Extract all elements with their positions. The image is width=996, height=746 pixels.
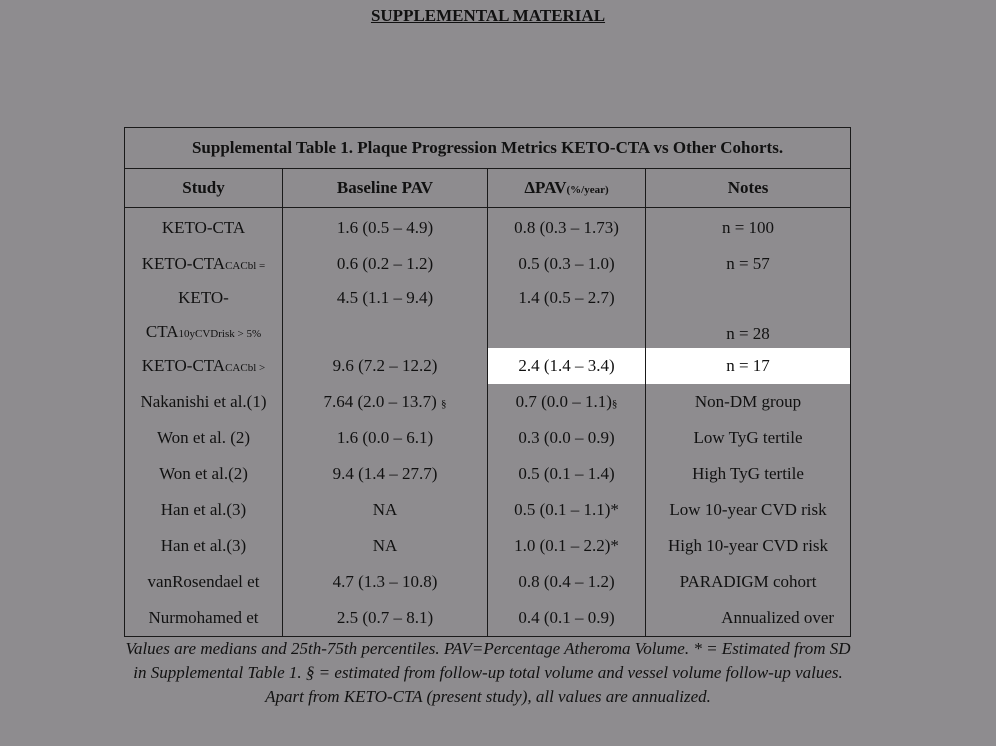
cell-study: Nakanishi et al.(1) [125,384,283,420]
table-row [125,492,851,528]
cell-delta: 0.5 (0.3 – 1.0) [488,246,646,282]
table-row [125,282,851,348]
cell-baseline: 7.64 (2.0 – 13.7) § [283,384,488,420]
cell-study: KETO-CTACACbl = [125,246,283,282]
table-row [125,456,851,492]
cell-delta: 0.8 (0.4 – 1.2) [488,564,646,600]
table-footnote: Values are medians and 25th-75th percentiles. PAV=Percentage Atheroma Volume. * = Estimated from SD in Supplemental Table 1. § = estimated from follow-up total volume and vessel volume follow-up values. Apart from KETO-CTA (present study), all values are annualized. [125,639,851,706]
cell-baseline: 9.6 (7.2 – 12.2) [283,348,488,384]
cell-delta-highlighted: 2.4 (1.4 – 3.4) [488,348,646,384]
cell-notes-highlighted: n = 17 [646,348,851,384]
table-row [125,600,851,637]
cell-delta: 0.3 (0.0 – 0.9) [488,420,646,456]
cell-delta: 0.5 (0.1 – 1.4) [488,456,646,492]
cell-notes: High 10-year CVD risk [646,528,851,564]
cell-notes: Low TyG tertile [646,420,851,456]
cell-notes: Annualized over [646,600,851,637]
cell-study: Han et al.(3) [125,528,283,564]
cell-delta: 0.8 (0.3 – 1.73) [488,208,646,247]
cell-study: KETO-CTACACbl > [125,348,283,384]
header-delta: ΔPAV(%/year) [488,169,646,208]
cell-baseline: 4.5 (1.1 – 9.4) [283,282,488,348]
cell-notes: n = 100 [646,208,851,247]
cell-baseline: NA [283,528,488,564]
cell-baseline: 1.6 (0.5 – 4.9) [283,208,488,247]
cell-baseline: 1.6 (0.0 – 6.1) [283,420,488,456]
cell-study: Han et al.(3) [125,492,283,528]
cell-study: KETO-CTA [125,208,283,247]
table-row [125,564,851,600]
cell-notes: n = 28 [646,282,851,348]
cell-notes: Low 10-year CVD risk [646,492,851,528]
header-notes: Notes [646,169,851,208]
cell-notes: n = 57 [646,246,851,282]
cell-delta: 0.7 (0.0 – 1.1)§ [488,384,646,420]
table-caption: Supplemental Table 1. Plaque Progression Metrics KETO-CTA vs Other Cohorts. [125,128,851,169]
cell-delta: 1.4 (0.5 – 2.7) [488,282,646,348]
supplemental-table [124,127,851,637]
cell-baseline: 0.6 (0.2 – 1.2) [283,246,488,282]
cell-notes: High TyG tertile [646,456,851,492]
table-row [125,348,851,384]
table-row [125,420,851,456]
cell-baseline: 9.4 (1.4 – 27.7) [283,456,488,492]
cell-study: Nurmohamed et [125,600,283,637]
cell-delta: 0.4 (0.1 – 0.9) [488,600,646,637]
cell-study: vanRosendael et [125,564,283,600]
cell-study: Won et al. (2) [125,420,283,456]
cell-baseline: 4.7 (1.3 – 10.8) [283,564,488,600]
header-baseline: Baseline PAV [283,169,488,208]
table-row [125,384,851,420]
cell-notes: Non-DM group [646,384,851,420]
cell-study: KETO- CTA10yCVDrisk > 5% [125,282,283,348]
cell-delta: 1.0 (0.1 – 2.2)* [488,528,646,564]
table-row [125,246,851,282]
cell-delta: 0.5 (0.1 – 1.1)* [488,492,646,528]
header-row [125,169,851,208]
cell-notes: PARADIGM cohort [646,564,851,600]
table-row [125,208,851,247]
table-row [125,528,851,564]
cell-study: Won et al.(2) [125,456,283,492]
page-heading: SUPPLEMENTAL MATERIAL [370,6,606,25]
cell-baseline: NA [283,492,488,528]
cell-baseline: 2.5 (0.7 – 8.1) [283,600,488,637]
header-study: Study [125,169,283,208]
